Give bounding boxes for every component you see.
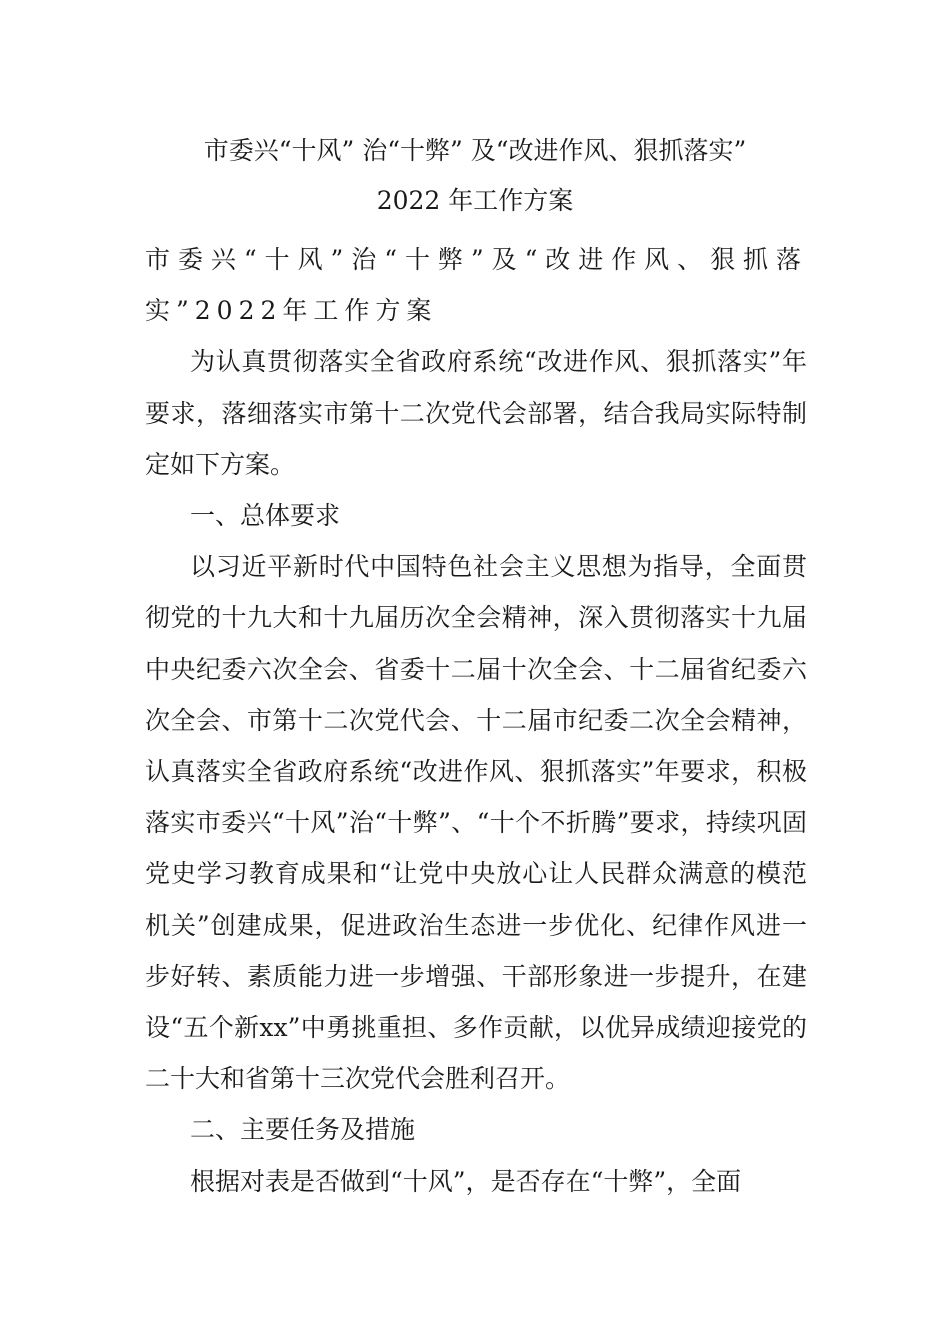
intro-paragraph: 为认真贯彻落实全省政府系统“改进作风、狠抓落实”年要求，落细落实市第十二次党代会部署，结合我局实际特制定如下方案。 xyxy=(145,347,807,479)
document-title-line-1: 市委兴“十风” 治“十弊” 及“改进作风、狠抓落实” xyxy=(203,136,747,165)
document-subtitle: 市委兴“十风”治“十弊”及“改进作风、狠抓落实”2022年工作方案 xyxy=(145,245,807,326)
main-tasks-paragraph: 根据对表是否做到“十风”，是否存在“十弊”，全面 xyxy=(190,1166,742,1196)
general-requirements-paragraph: 以习近平新时代中国特色社会主义思想为指导，全面贯彻党的十九大和十九届历次全会精神，深入贯彻落实十九届中央纪委六次全会、省委十二届十次全会、十二届省纪委六次全会、市第十二次党代会、十二届市纪委二次全会精神，认真落实全省政府系统“改进作风、狠抓落实”年要求，积极落实市委兴“十风”治“十弊”、“十个不折腾”要求，持续巩固党史学习教育成果和“让党中央放心让人民群众满意的模范机关”创建成果，促进政治生态进一步优化、纪律作风进一步好转、素质能力进一步增强、干部形象进一步提升，在建设“五个新xx”中勇挑重担、多作贡献，以优异成绩迎接党的二十大和省第十三次党代会胜利召开。 xyxy=(145,552,807,1094)
section-heading-general-requirements: 一、总体要求 xyxy=(190,501,341,531)
document-body xyxy=(145,234,807,1207)
section-heading-main-tasks: 二、主要任务及措施 xyxy=(190,1115,416,1145)
document-title-line-2: 2022 年工作方案 xyxy=(376,186,574,215)
